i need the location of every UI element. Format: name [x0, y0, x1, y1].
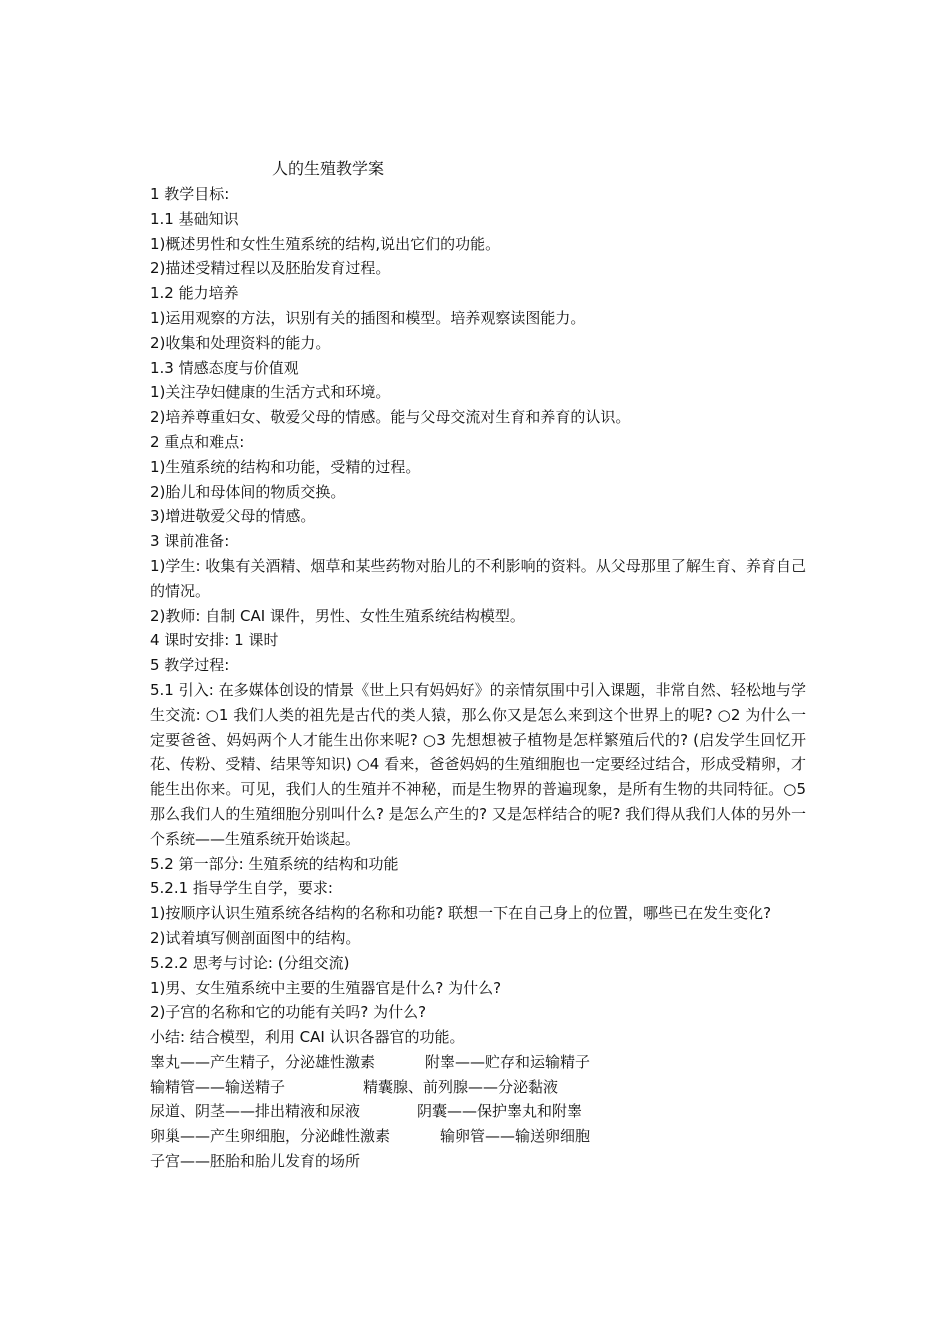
organ-function-left: 尿道、阴茎——排出精液和尿液 — [150, 1102, 361, 1121]
heading-preparation: 3 课前准备: — [150, 532, 230, 551]
organ-function-right: 附睾——贮存和运输精子 — [425, 1052, 591, 1071]
list-item: 2)描述受精过程以及胚胎发育过程。 — [150, 259, 391, 278]
subheading-basic-knowledge: 1.1 基础知识 — [150, 209, 239, 228]
document-title: 人的生殖教学案 — [272, 159, 385, 178]
heading-process: 5 教学过程: — [150, 656, 230, 675]
organ-function-right: 精囊腺、前列腺——分泌黏液 — [363, 1077, 559, 1096]
organ-function-row — [150, 1099, 806, 1124]
list-item: 2)教师: 自制 CAI 课件，男性、女性生殖系统结构模型。 — [150, 606, 525, 625]
organ-function-left: 输精管——输送精子 — [150, 1077, 286, 1096]
list-item: 2)胎儿和母体间的物质交换。 — [150, 482, 346, 501]
heading-key-points: 2 重点和难点: — [150, 432, 245, 451]
organ-function-row: 子宫——胚胎和胎儿发育的场所 — [150, 1152, 361, 1171]
organ-function-row — [150, 1050, 806, 1075]
summary-label: 小结: 结合模型，利用 CAI 认识各器官的功能。 — [150, 1028, 465, 1047]
heading-schedule: 4 课时安排: 1 课时 — [150, 631, 279, 650]
organ-function-right: 输卵管——输送卵细胞 — [440, 1127, 591, 1146]
document-body — [150, 182, 806, 1174]
list-item: 2)试着填写侧剖面图中的结构。 — [150, 928, 361, 947]
organ-function-left: 睾丸——产生精子，分泌雄性激素 — [150, 1052, 376, 1071]
organ-function-right: 阴囊——保护睾丸和附睾 — [417, 1102, 583, 1121]
list-item: 1)按顺序认识生殖系统各结构的名称和功能? 联想一下在自己身上的位置，哪些已在发生变化? — [150, 904, 772, 923]
list-item: 2)收集和处理资料的能力。 — [150, 333, 331, 352]
subheading-discussion: 5.2.2 思考与讨论: (分组交流) — [150, 953, 350, 972]
heading-teaching-goals: 1 教学目标: — [150, 185, 230, 203]
intro-paragraph: 5.1 引入: 在多媒体创设的情景《世上只有妈妈好》的亲情氛围中引入课题，非常自然、轻松地与学生交流: ○1 我们人类的祖先是古代的类人猿，那么你又是怎么来到这个世界上的呢? ○2 为什么一定要爸爸、妈妈两个人才能生出你来呢? ○3 先想想被子植物是怎样繁殖后代的? (启发学生回忆开花、传粉、受精、结果等知识) ○4 看来，爸爸妈妈的生殖细胞也一定要经过结合，形成受精卵，才能生出你来。可见，我们人的生殖并不神秘，而是生物界的普遍现象，是所有生物的共同特征。○5 那么我们人的生殖细胞分别叫什么? 是怎么产生的? 又是怎样结合的呢? 我们得从我们人体的另外一个系统——生殖系统开始谈起。 — [150, 680, 806, 848]
list-item: 3)增进敬爱父母的情感。 — [150, 507, 316, 526]
subheading-attitude: 1.3 情感态度与价值观 — [150, 358, 299, 377]
list-item: 1)运用观察的方法，识别有关的插图和模型。培养观察读图能力。 — [150, 308, 586, 327]
list-item: 2)培养尊重妇女、敬爱父母的情感。能与父母交流对生育和养育的认识。 — [150, 408, 631, 427]
list-item: 1)学生: 收集有关酒精、烟草和某些药物对胎儿的不利影响的资料。从父母那里了解生育、养育自己的情况。 — [150, 556, 806, 600]
list-item: 1)概述男性和女性生殖系统的结构,说出它们的功能。 — [150, 234, 501, 253]
list-item: 1)关注孕妇健康的生活方式和环境。 — [150, 383, 391, 402]
organ-function-left: 卵巢——产生卵细胞，分泌雌性激素 — [150, 1127, 391, 1146]
organ-function-row — [150, 1075, 806, 1100]
list-item: 2)子宫的名称和它的功能有关吗? 为什么? — [150, 1003, 427, 1022]
subheading-part-one: 5.2 第一部分: 生殖系统的结构和功能 — [150, 854, 399, 873]
subheading-self-study: 5.2.1 指导学生自学，要求: — [150, 879, 333, 898]
list-item: 1)男、女生殖系统中主要的生殖器官是什么? 为什么? — [150, 978, 502, 997]
organ-function-row — [150, 1124, 806, 1149]
subheading-ability: 1.2 能力培养 — [150, 284, 239, 303]
list-item: 1)生殖系统的结构和功能，受精的过程。 — [150, 457, 421, 476]
